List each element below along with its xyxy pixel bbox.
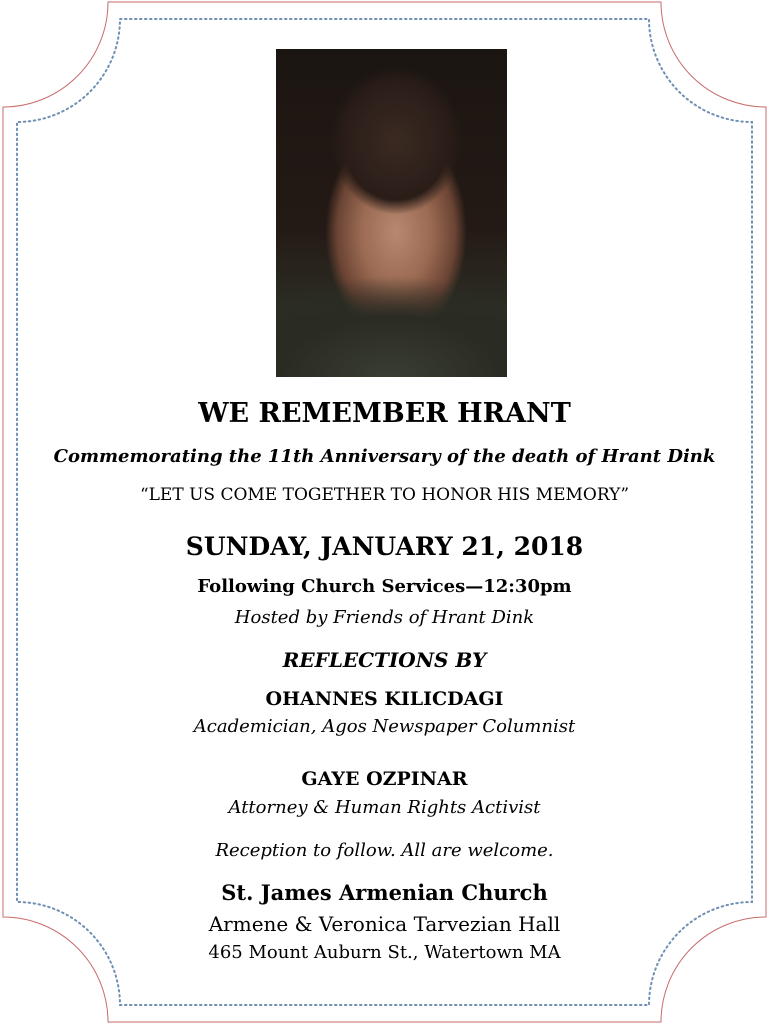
- event-date: SUNDAY, JANUARY 21, 2018: [185, 532, 584, 561]
- quote: “LET US COME TOGETHER TO HONOR HIS MEMORY”: [139, 485, 630, 505]
- portrait-photo: [276, 49, 507, 377]
- venue-church: St. James Armenian Church: [221, 880, 548, 905]
- reflections-heading: REFLECTIONS BY: [282, 648, 487, 672]
- venue-address: 465 Mount Auburn St., Watertown MA: [208, 942, 561, 963]
- venue-hall: Armene & Veronica Tarvezian Hall: [208, 912, 561, 936]
- event-host: Hosted by Friends of Hrant Dink: [234, 607, 535, 628]
- event-time: Following Church Services—12:30pm: [197, 576, 572, 597]
- reception-note: Reception to follow. All are welcome.: [215, 840, 554, 861]
- speaker-name: OHANNES KILICDAGI: [265, 688, 504, 710]
- speaker-role: Attorney & Human Rights Activist: [228, 797, 541, 818]
- page-title: WE REMEMBER HRANT: [198, 398, 571, 429]
- subtitle: Commemorating the 11th Anniversary of the death of Hrant Dink: [53, 446, 716, 467]
- speaker-role: Academician, Agos Newspaper Columnist: [193, 716, 576, 737]
- speaker-name: GAYE OZPINAR: [301, 768, 468, 790]
